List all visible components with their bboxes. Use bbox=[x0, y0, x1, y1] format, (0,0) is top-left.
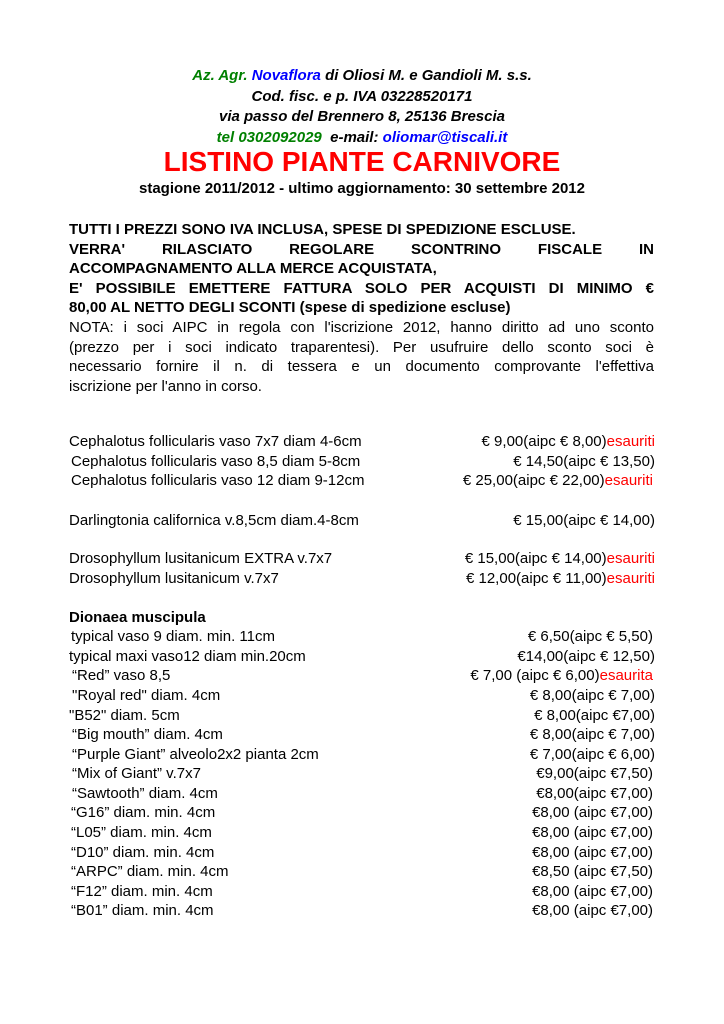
list-item bbox=[69, 549, 655, 569]
item-price-group bbox=[532, 882, 653, 902]
item-price: €8,00(aipc €7,00) bbox=[536, 785, 653, 802]
item-price: €8,00 (aipc €7,00) bbox=[532, 824, 653, 841]
item-price: € 12,00(aipc € 11,00) bbox=[465, 570, 607, 587]
list-item bbox=[69, 823, 655, 843]
item-price: € 6,50(aipc € 5,50) bbox=[527, 628, 653, 645]
item-price-group bbox=[466, 569, 655, 589]
item-price: € 7,00 (aipc € 6,00) bbox=[470, 667, 600, 684]
item-name: Drosophyllum lusitanicum v.7x7 bbox=[69, 570, 279, 587]
item-price: € 15,00(aipc € 14,00) bbox=[513, 512, 655, 529]
list-item bbox=[69, 862, 655, 882]
item-price: € 9,00(aipc € 8,00) bbox=[481, 433, 607, 450]
item-status: esauriti bbox=[606, 550, 655, 567]
list-item bbox=[69, 764, 655, 784]
list-item bbox=[69, 882, 655, 902]
nota-line-3: necessario fornire il n. di tessera e un documento comprovante l'effettiva bbox=[69, 358, 654, 376]
list-item bbox=[69, 569, 655, 589]
item-price-group bbox=[517, 647, 655, 667]
item-name: "Royal red" diam. 4cm bbox=[72, 687, 221, 704]
address: via passo del Brennero 8, 25136 Brescia bbox=[219, 108, 505, 125]
item-name: “G16” diam. min. 4cm bbox=[71, 804, 216, 821]
item-status: esauriti bbox=[606, 433, 655, 450]
list-item bbox=[69, 745, 655, 765]
item-name: “L05” diam. min. 4cm bbox=[71, 824, 212, 841]
item-price: €8,50 (aipc €7,50) bbox=[532, 863, 653, 880]
company-prefix: Az. Agr. bbox=[192, 67, 248, 84]
list-item bbox=[69, 452, 655, 472]
tax-code: Cod. fisc. e p. IVA 03228520171 bbox=[251, 87, 473, 105]
item-status: esauriti bbox=[606, 570, 655, 587]
item-name: “Red” vaso 8,5 bbox=[72, 667, 171, 684]
item-name: Cephalotus follicularis vaso 8,5 diam 5-8cm bbox=[71, 453, 361, 470]
item-name: “ARPC” diam. min. 4cm bbox=[71, 863, 229, 880]
item-price-group bbox=[465, 549, 655, 569]
list-item bbox=[69, 803, 655, 823]
section-heading-dionaea: Dionaea muscipula bbox=[69, 609, 206, 626]
item-name: Cephalotus follicularis vaso 7x7 diam 4-6cm bbox=[69, 433, 362, 450]
item-name: “F12” diam. min. 4cm bbox=[71, 883, 213, 900]
item-name: Cephalotus follicularis vaso 12 diam 9-12cm bbox=[71, 472, 365, 489]
item-price-group bbox=[530, 686, 655, 706]
item-price-group bbox=[482, 432, 655, 452]
list-item bbox=[69, 843, 655, 863]
list-item bbox=[69, 901, 655, 921]
nota-line-4: iscrizione per l'anno in corso. bbox=[69, 377, 262, 395]
notice-line-2: VERRA' RILASCIATO REGOLARE SCONTRINO FISCALE IN bbox=[69, 240, 654, 258]
item-price-group bbox=[528, 627, 653, 647]
item-price-group bbox=[534, 706, 655, 726]
item-name: typical vaso 9 diam. min. 11cm bbox=[71, 628, 275, 645]
list-item bbox=[69, 627, 655, 647]
item-price-group bbox=[532, 823, 653, 843]
item-name: “D10” diam. min. 4cm bbox=[71, 844, 215, 861]
notice-line-4: E' POSSIBILE EMETTERE FATTURA SOLO PER ACQUISTI DI MINIMO € bbox=[69, 279, 654, 297]
item-price: € 8,00(aipc € 7,00) bbox=[529, 687, 655, 704]
item-price-group bbox=[530, 725, 655, 745]
company-header bbox=[0, 66, 724, 148]
item-price-group bbox=[470, 666, 653, 686]
item-price: € 15,00(aipc € 14,00) bbox=[464, 550, 607, 567]
item-price-group bbox=[532, 901, 653, 921]
notice-line-5-normal: (spese di spedizione escluse) bbox=[299, 299, 511, 317]
item-name: "B52" diam. 5cm bbox=[69, 707, 180, 724]
item-name: “Sawtooth” diam. 4cm bbox=[72, 785, 218, 802]
nota-line-2: (prezzo per i soci indicato traparentesi). Per usufruire dello sconto soci è bbox=[69, 338, 654, 356]
item-price: €8,00 (aipc €7,00) bbox=[532, 844, 653, 861]
list-item bbox=[69, 706, 655, 726]
list-item bbox=[69, 511, 655, 531]
notice-line-5 bbox=[69, 298, 654, 318]
item-price: €8,00 (aipc €7,00) bbox=[532, 902, 653, 919]
list-item bbox=[69, 432, 655, 452]
item-name: Darlingtonia californica v.8,5cm diam.4-8cm bbox=[69, 512, 359, 529]
item-status: esaurita bbox=[599, 667, 653, 684]
email-label: e-mail: bbox=[330, 128, 379, 146]
item-price-group bbox=[536, 784, 653, 804]
item-price: € 14,50(aipc € 13,50) bbox=[513, 453, 655, 470]
item-price-group bbox=[532, 843, 653, 863]
item-price: € 8,00(aipc € 7,00) bbox=[529, 726, 655, 743]
list-item bbox=[69, 725, 655, 745]
item-name: “Purple Giant” alveolo2x2 pianta 2cm bbox=[72, 746, 319, 763]
notice-line-1: TUTTI I PREZZI SONO IVA INCLUSA, SPESE DI SPEDIZIONE ESCLUSE. bbox=[69, 221, 576, 238]
item-price: € 25,00(aipc € 22,00) bbox=[462, 472, 605, 489]
page-title: LISTINO PIANTE CARNIVORE bbox=[163, 146, 561, 177]
company-brand: Novaflora bbox=[251, 67, 321, 84]
item-price-group bbox=[532, 862, 653, 882]
email-link[interactable]: oliomar@tiscali.it bbox=[382, 128, 508, 146]
company-suffix: di Oliosi M. e Gandioli M. s.s. bbox=[325, 67, 532, 84]
item-name: typical maxi vaso12 diam min.20cm bbox=[69, 648, 306, 665]
item-status: esauriti bbox=[604, 472, 653, 489]
item-price: €9,00(aipc €7,50) bbox=[536, 765, 653, 782]
notice-block bbox=[69, 220, 654, 396]
list-item bbox=[69, 666, 655, 686]
notice-line-5-bold: 80,00 AL NETTO DEGLI SCONTI bbox=[69, 299, 296, 317]
item-price: €8,00 (aipc €7,00) bbox=[532, 883, 653, 900]
item-price: €14,00(aipc € 12,50) bbox=[517, 648, 655, 665]
item-name: “B01” diam. min. 4cm bbox=[71, 902, 214, 919]
item-name: “Mix of Giant” v.7x7 bbox=[72, 765, 201, 782]
company-name-line bbox=[0, 66, 724, 87]
page-subtitle: stagione 2011/2012 - ultimo aggiornamento: 30 settembre 2012 bbox=[138, 180, 585, 197]
list-item bbox=[69, 784, 655, 804]
item-price-group bbox=[536, 764, 653, 784]
item-price: € 8,00(aipc €7,00) bbox=[534, 707, 655, 724]
phone: tel 0302092029 bbox=[216, 128, 322, 146]
item-name: Drosophyllum lusitanicum EXTRA v.7x7 bbox=[69, 550, 333, 567]
item-price-group bbox=[463, 471, 653, 491]
item-price: €8,00 (aipc €7,00) bbox=[532, 804, 653, 821]
item-price-group bbox=[513, 452, 655, 472]
list-item bbox=[69, 686, 655, 706]
item-price-group bbox=[513, 511, 655, 531]
item-price-group bbox=[532, 803, 653, 823]
notice-line-3: ACCOMPAGNAMENTO ALLA MERCE ACQUISTATA, bbox=[69, 260, 437, 278]
nota-line-1: NOTA: i soci AIPC in regola con l'iscrizione 2012, hanno diritto ad uno sconto bbox=[69, 318, 654, 336]
item-price-group bbox=[530, 745, 655, 765]
item-name: “Big mouth” diam. 4cm bbox=[72, 726, 223, 743]
list-item bbox=[69, 471, 655, 491]
list-item bbox=[69, 647, 655, 667]
item-price: € 7,00(aipc € 6,00) bbox=[529, 746, 655, 763]
